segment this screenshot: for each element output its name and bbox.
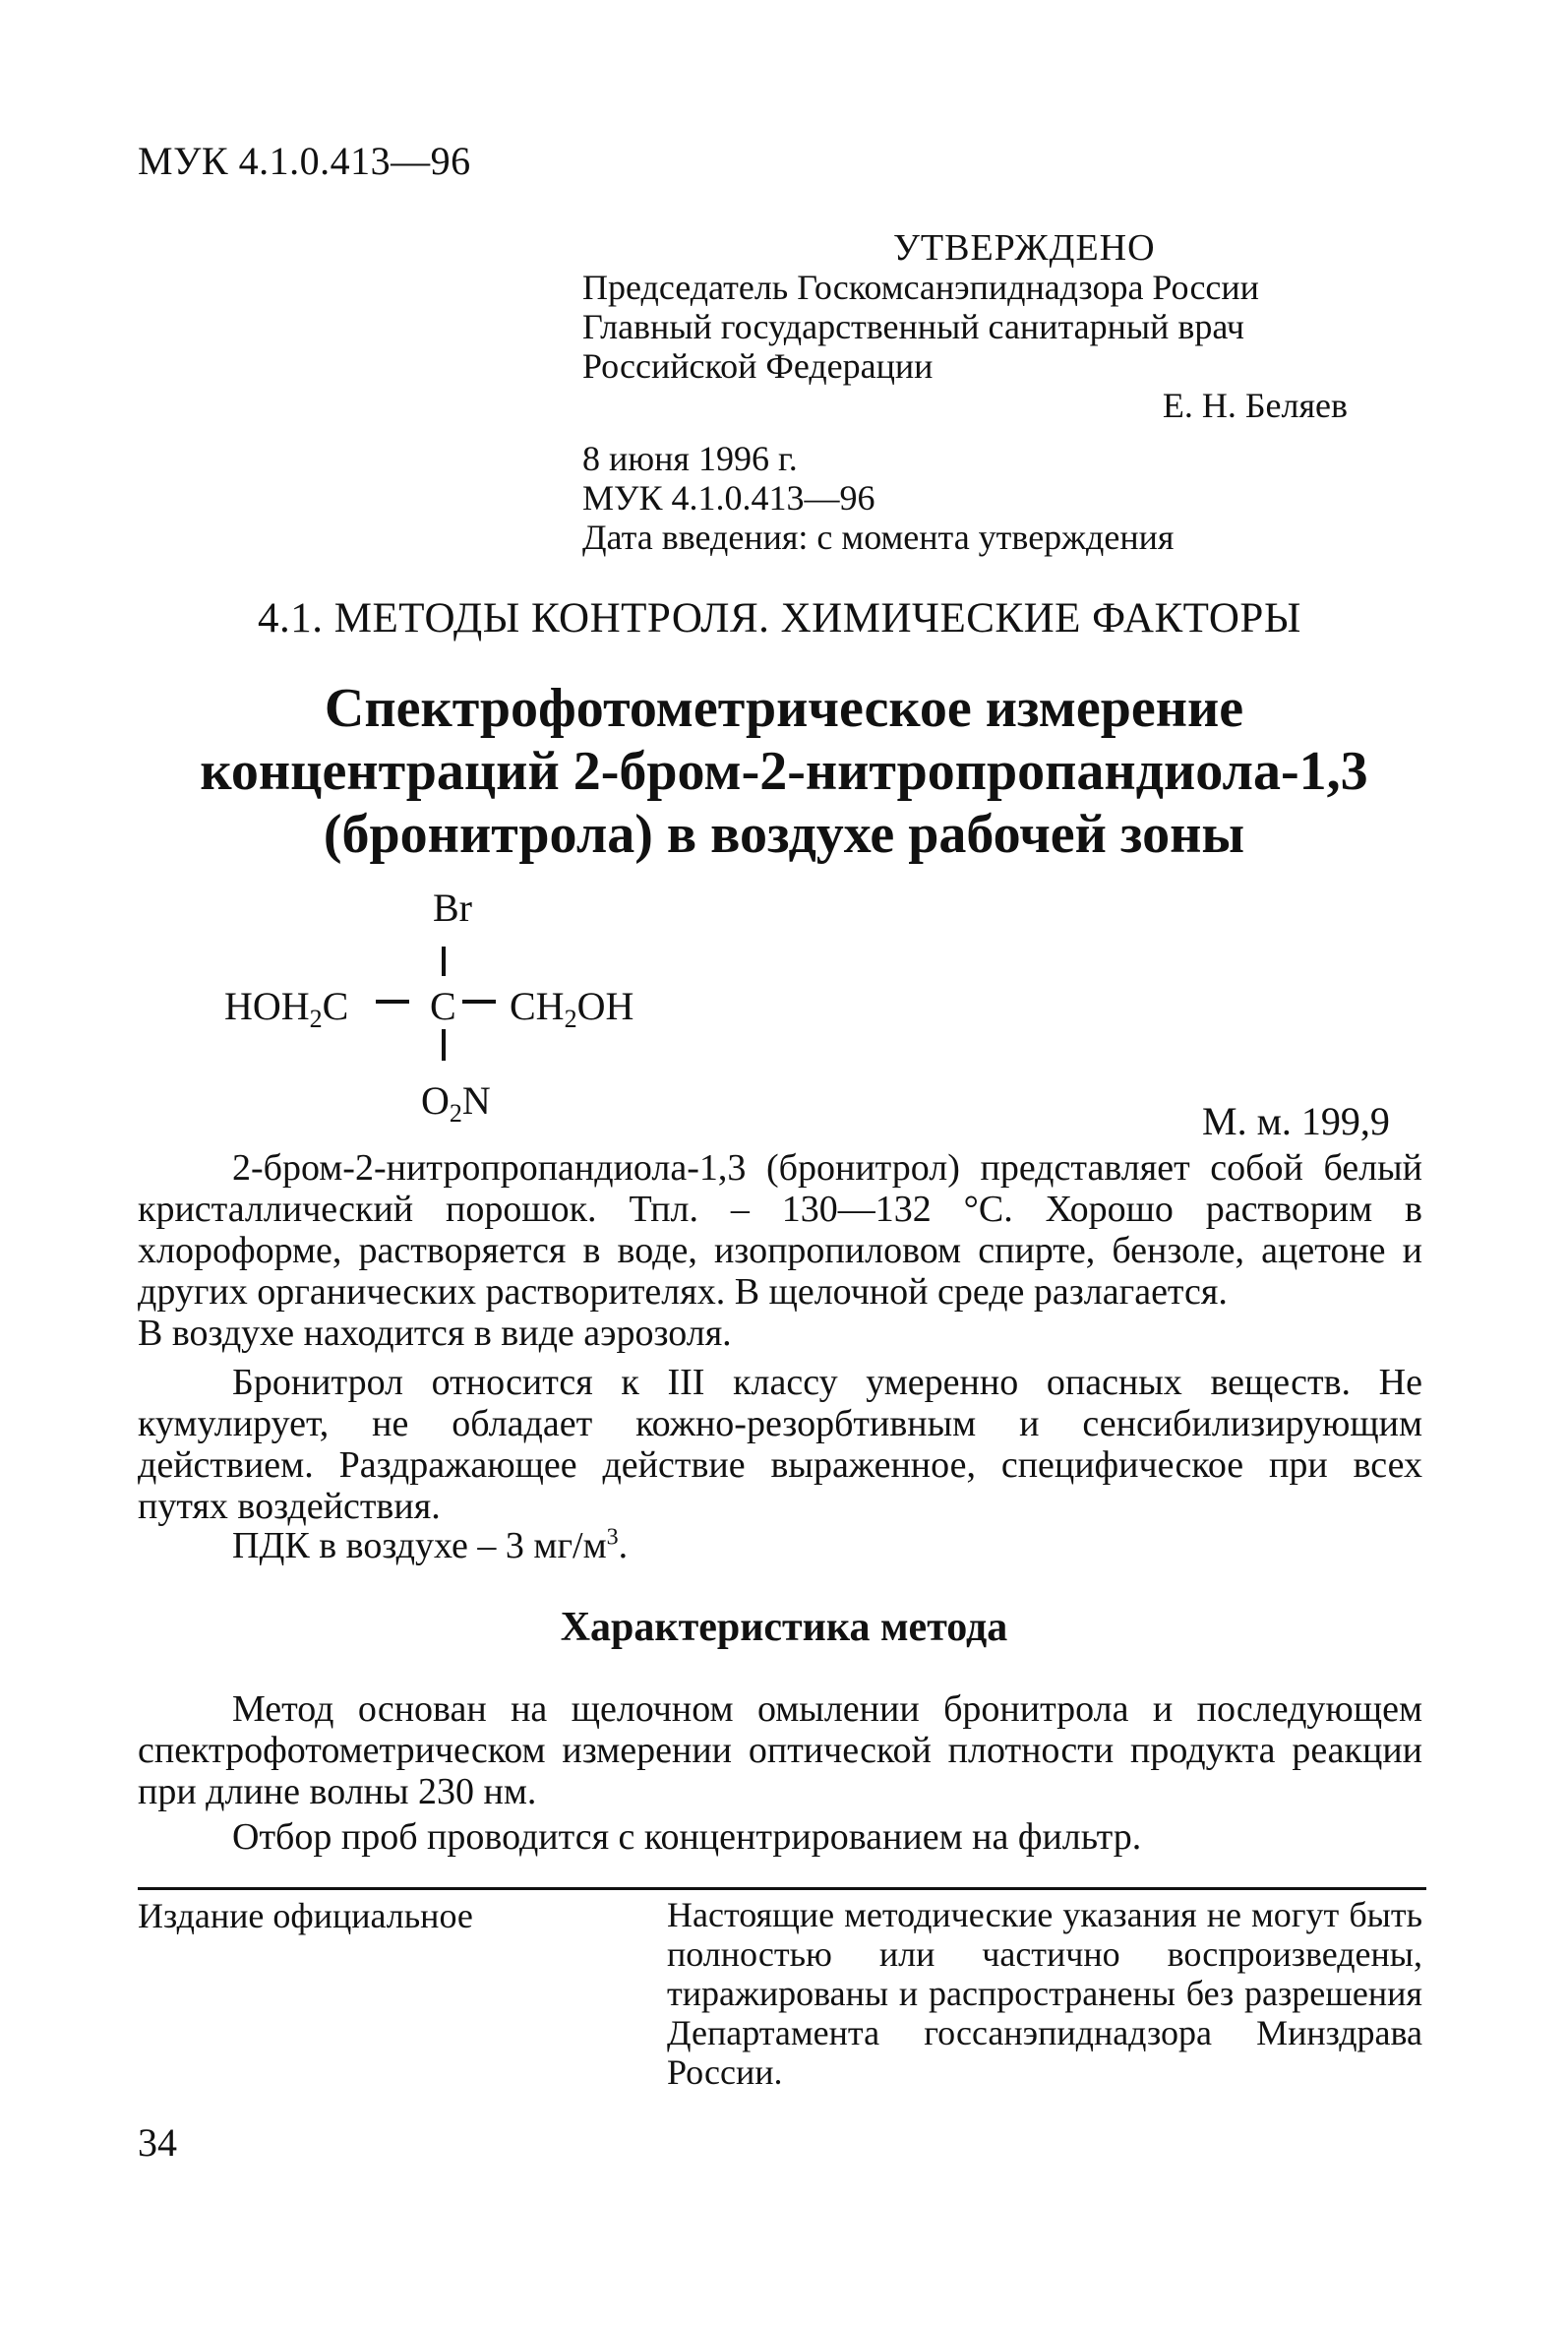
pdk-paragraph [232, 1525, 822, 1566]
paragraph-text: 2-бром-2-нитропропандиола-1,3 (бронитрол) представляет собой белый кристаллический порошок. Тпл. – 130—132 °С. Хорошо растворим в хлороформе, растворяется в воде, изопропиловом спирте, бензоле, ацетоне и других органических растворителях. В щелочной среде разлагается. [138, 1147, 1422, 1313]
pdk-end: . [618, 1525, 629, 1566]
approval-line: Главный государственный санитарный врач [582, 307, 1244, 346]
section-heading: 4.1. МЕТОДЫ КОНТРОЛЯ. ХИМИЧЕСКИЕ ФАКТОРЫ [258, 595, 1301, 642]
hazard-paragraph [138, 1362, 1422, 1527]
formula-left-sub: 2 [309, 1005, 323, 1033]
formula-right-end: OH [576, 984, 634, 1028]
method-subheading: Характеристика метода [560, 1605, 1008, 1650]
footer-official-edition: Издание официальное [138, 1896, 473, 1935]
pdk-text [232, 1525, 822, 1566]
approval-block [582, 228, 1359, 557]
formula-left-main: HOH [224, 984, 310, 1028]
approval-title: УТВЕРЖДЕНО [893, 227, 1156, 269]
formula-bottom-sub: 2 [449, 1099, 462, 1128]
paragraph-text: Бронитрол относится к III классу умеренно опасных веществ. Не кумулирует, не обладает кожно-резорбтивным и сенсибилизирующим действием. Раздражающее действие выраженное, специфическое при всех путях воздействия. [138, 1362, 1422, 1527]
structural-formula-diagram [197, 886, 748, 1132]
doc-code-header: МУК 4.1.0.413—96 [138, 139, 471, 183]
approval-line: Российской Федерации [582, 346, 934, 386]
approval-date: 8 июня 1996 г. [582, 439, 798, 478]
aerosol-paragraph [138, 1313, 1422, 1354]
formula-center-carbon: C [430, 984, 456, 1028]
main-title-line: (бронитрола) в воздухе рабочей зоны [323, 804, 1245, 865]
formula-right-main: CH [510, 984, 565, 1028]
footer-divider [138, 1887, 1426, 1890]
formula-left-group [224, 984, 348, 1033]
structural-formula [197, 886, 748, 1132]
footer-copyright-notice: Настоящие методические указания не могут быть полностью или частично воспроизведены, тиражированы и распространены без разрешения Департамента госсанэпиднадзора Минздрава России. [667, 1895, 1422, 2092]
formula-bottom-group [421, 1078, 491, 1128]
sampling-paragraph [232, 1816, 1314, 1858]
approval-effective-date: Дата введения: с момента утверждения [582, 518, 1175, 557]
formula-right-group [510, 984, 633, 1033]
approval-signer: Е. Н. Беляев [1162, 386, 1348, 425]
approval-line: Председатель Госкомсанэпиднадзора России [582, 268, 1259, 307]
formula-left-end: C [322, 984, 349, 1028]
approval-code: МУК 4.1.0.413—96 [582, 478, 875, 518]
paragraph-text: Отбор проб проводится с концентрированием на фильтр. [232, 1816, 1142, 1858]
main-title [0, 677, 1568, 866]
formula-bottom-end: N [461, 1078, 491, 1123]
main-title-line: концентраций 2-бром-2-нитропропандиола-1,3 [200, 741, 1368, 802]
paragraph-text: В воздухе находится в виде аэрозоля. [138, 1313, 732, 1354]
formula-right-sub: 2 [564, 1005, 577, 1033]
pdk-main: ПДК в воздухе – 3 мг/м [232, 1525, 607, 1566]
molar-mass: М. м. 199,9 [1202, 1099, 1390, 1143]
main-title-line: Спектрофотометрическое измерение [324, 678, 1244, 739]
formula-br-label: Br [433, 886, 472, 930]
method-paragraph [138, 1688, 1422, 1812]
description-paragraph [138, 1147, 1422, 1313]
formula-bottom-main: O [421, 1078, 450, 1123]
pdk-superscript: 3 [606, 1524, 619, 1551]
page-number: 34 [138, 2120, 177, 2165]
paragraph-text: Метод основан на щелочном омылении бронитрола и последующем спектрофотометрическом измерении оптической плотности продукта реакции при длине волны 230 нм. [138, 1688, 1422, 1812]
